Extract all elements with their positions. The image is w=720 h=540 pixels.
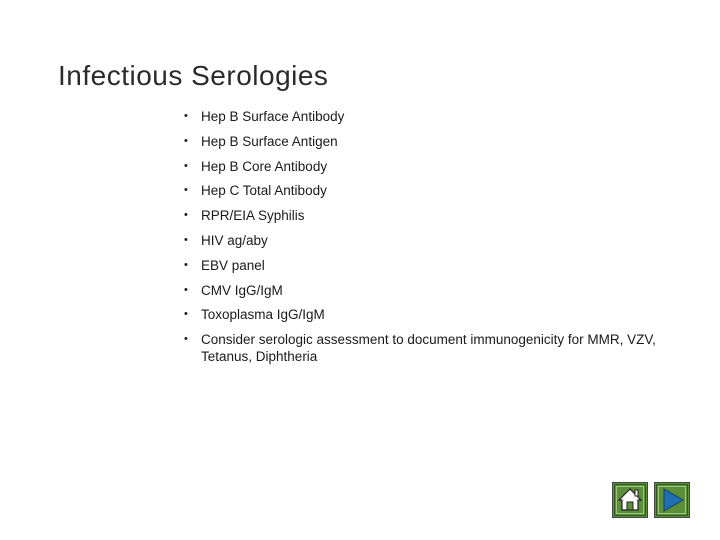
list-item <box>184 257 674 274</box>
list-item <box>184 282 674 299</box>
list-item-text: CMV IgG/IgM <box>201 282 283 298</box>
slide-navigation <box>612 482 690 518</box>
list-item <box>184 331 674 365</box>
list-item-text: Consider serologic assessment to document immunogenicity for MMR, VZV, Tetanus, Diphtheria <box>201 332 656 365</box>
slide-title: Infectious Serologies <box>58 60 329 91</box>
list-item-text: EBV panel <box>201 257 265 273</box>
list-item <box>184 108 674 125</box>
bullet-icon: • <box>184 110 188 122</box>
bullet-icon: • <box>184 283 188 296</box>
list-item <box>184 182 674 199</box>
list-item-text: RPR/EIA Syphilis <box>201 208 305 224</box>
bullet-icon: • <box>184 159 188 172</box>
bullet-icon: • <box>184 333 188 346</box>
list-item-text: Hep B Core Antibody <box>201 158 328 174</box>
bullet-list <box>184 108 674 373</box>
bullet-icon: • <box>184 258 188 271</box>
home-button[interactable] <box>612 482 648 518</box>
list-item-text: Hep C Total Antibody <box>201 183 327 199</box>
bullet-icon: • <box>184 209 188 222</box>
bullet-icon: • <box>184 184 188 197</box>
list-item-text: Toxoplasma IgG/IgM <box>201 307 325 323</box>
list-item-text: HIV ag/aby <box>201 232 268 248</box>
play-arrow-icon <box>655 483 689 517</box>
list-item <box>184 133 674 150</box>
bullet-icon: • <box>184 134 188 147</box>
list-item-text: Hep B Surface Antibody <box>201 109 345 124</box>
home-icon <box>613 483 647 517</box>
bullet-icon: • <box>184 233 188 246</box>
list-item <box>184 158 674 175</box>
list-item <box>184 207 674 224</box>
list-item-text: Hep B Surface Antigen <box>201 133 338 149</box>
bullet-icon: • <box>184 308 188 321</box>
next-slide-button[interactable] <box>654 482 690 518</box>
list-item <box>184 232 674 249</box>
list-item <box>184 306 674 323</box>
